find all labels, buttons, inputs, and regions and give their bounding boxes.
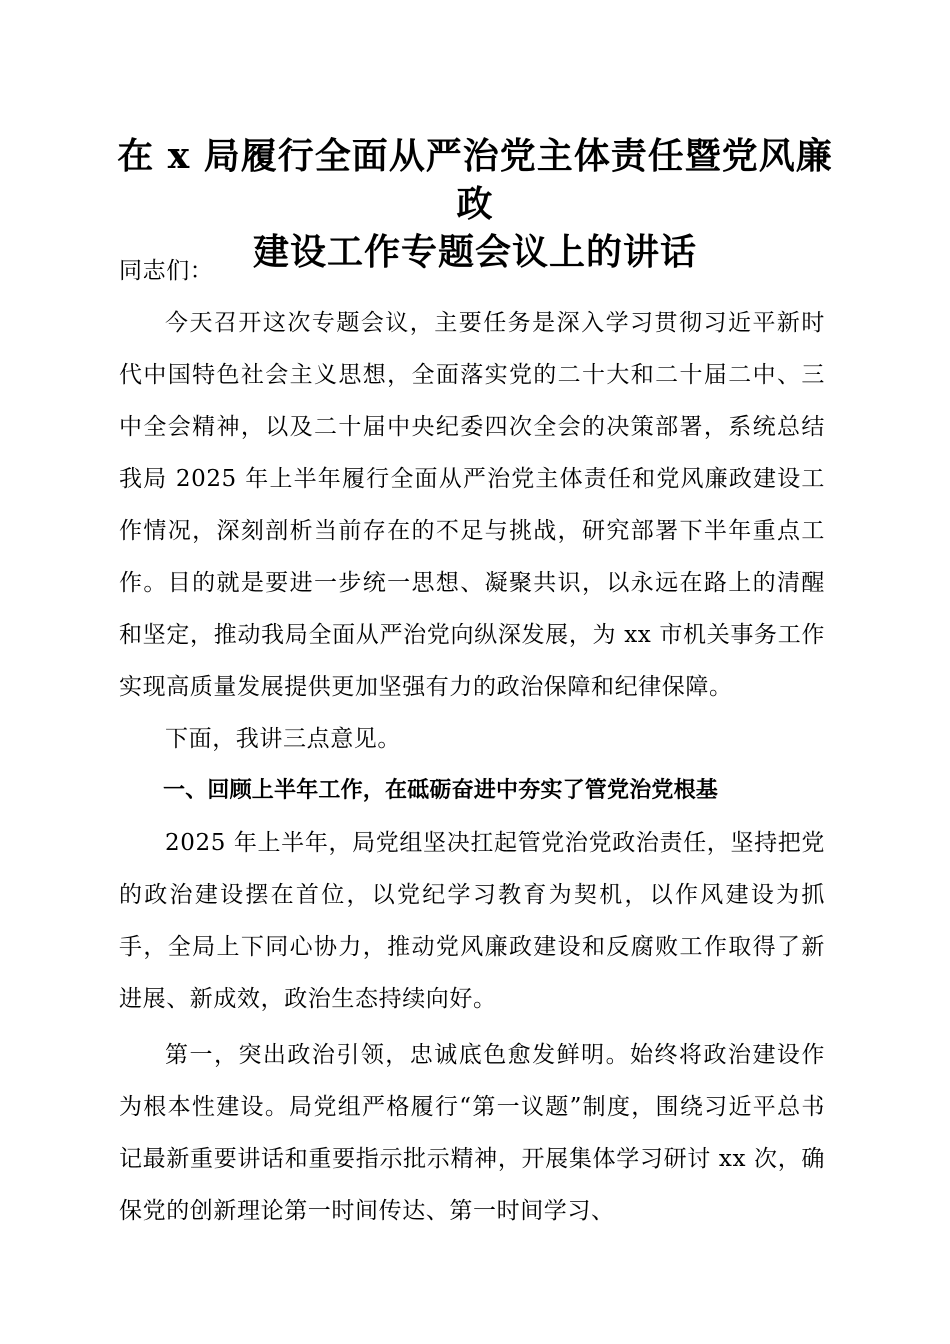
paragraph-transition: 下面，我讲三点意见。 [165, 726, 401, 752]
title-line-1: 在 x 局履行全面从严治党主体责任暨党风廉政 [117, 135, 833, 225]
paragraph-point-1: 第一，突出政治引领，忠诚底色愈发鲜明。始终将政治建设作为根本性建设。局党组严格履行“第一议题”制度，围绕习近平总书记最新重要讲话和重要指示批示精神，开展集体学习研讨 xx 次，确保党的创新理论第一时间传达、第一时间学习、 [119, 1042, 825, 1224]
document-body [119, 245, 825, 1237]
section-heading-1: 一、回顾上半年工作，在砥砺奋进中夯实了管党治党根基 [163, 778, 719, 803]
paragraph-review: 2025 年上半年，局党组坚决扛起管党治党政治责任，坚持把党的政治建设摆在首位，以党纪学习教育为契机，以作风建设为抓手，全局上下同心协力，推动党风廉政建设和反腐败工作取得了新进展、新成效，政治生态持续向好。 [119, 830, 825, 1012]
title-line-2: 建设工作专题会议上的讲话 [252, 231, 697, 273]
salutation: 同志们： [119, 258, 214, 284]
paragraph-intro: 今天召开这次专题会议，主要任务是深入学习贯彻习近平新时代中国特色社会主义思想，全面落实党的二十大和二十届二中、三中全会精神，以及二十届中央纪委四次全会的决策部署，系统总结我局 2025 年上半年履行全面从严治党主体责任和党风廉政建设工作情况，深刻剖析当前存在的不足与挑战，研究部署下半年重点工作。目的就是要进一步统一思想、凝聚共识，以永远在路上的清醒和坚定，推动我局全面从严治党向纵深发展，为 xx 市机关事务工作实现高质量发展提供更加坚强有力的政治保障和纪律保障。 [119, 310, 825, 700]
